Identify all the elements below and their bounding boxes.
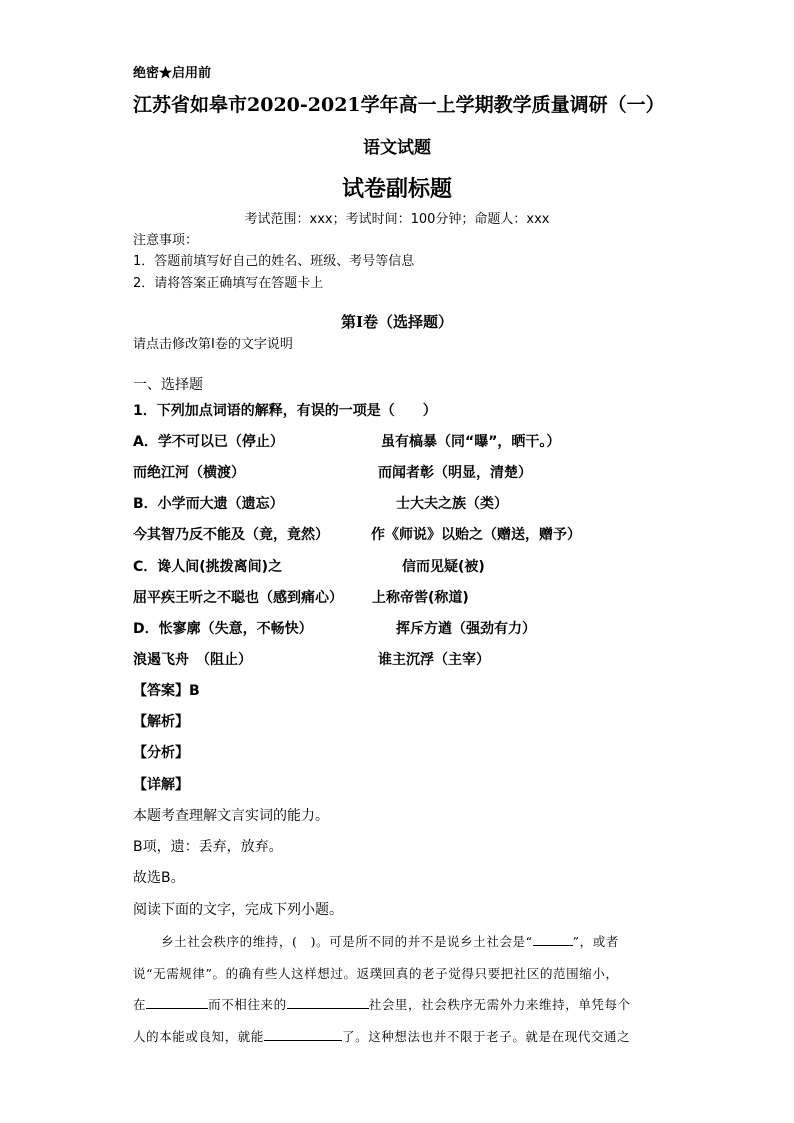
- option-right: 挥斥方遒（强劲有力）: [396, 621, 536, 637]
- notes-item-1: 1．答题前填写好自己的姓名、班级、考号等信息: [133, 254, 415, 269]
- option-right: 谁主沉浮（主宰）: [378, 652, 490, 668]
- detail-text: B项，遗：丢弃，放弃。: [133, 839, 283, 855]
- detail-text: 故选B。: [133, 870, 185, 886]
- part-one-title: 第I卷（选择题）: [340, 313, 454, 331]
- blank-2: [146, 996, 208, 1009]
- passage-text: 而不相往来的: [208, 997, 287, 1012]
- option-left: D．怅寥廓（失意，不畅快）: [133, 621, 313, 637]
- passage-text: ”，或者: [572, 934, 619, 949]
- option-right: 而闻者彰（明显，清楚）: [378, 465, 532, 481]
- passage-text: 了。这种想法也并不限于老子。就是在现代交通之: [342, 1029, 631, 1044]
- exam-title: 江苏省如皋市2020-2021学年高一上学期教学质量调研（一）: [133, 94, 665, 116]
- option-right: 虽有槁暴（同“曝”，晒干。）: [381, 434, 561, 450]
- option-right: 士大夫之族（类）: [396, 496, 508, 512]
- option-left: C．谗人间(挑拨离间)之: [133, 559, 283, 575]
- subject-title: 语文试题: [363, 138, 431, 158]
- answer-label: 【答案】B: [133, 683, 200, 699]
- notes-heading: 注意事项：: [133, 233, 199, 248]
- passage-line: [161, 932, 619, 950]
- detail-label: 【详解】: [133, 777, 189, 793]
- option-right: 上称帝喾(称道): [372, 590, 469, 606]
- passage-line: [133, 1027, 630, 1045]
- passage-text: 在: [133, 997, 147, 1012]
- section-heading: 一、选择题: [133, 377, 203, 393]
- reading-instruction: 阅读下面的文字，完成下列小题。: [133, 902, 343, 918]
- confidential-label: 绝密★启用前: [133, 66, 212, 81]
- option-left: A．学不可以已（停止）: [133, 434, 284, 450]
- detail-text: 本题考查理解文言实词的能力。: [133, 808, 329, 824]
- option-left: 今其智乃反不能及（竟，竟然）: [133, 527, 329, 543]
- passage-text: 乡土社会秩序的维持，( )。可是所不同的并不是说乡土社会是“: [161, 934, 533, 949]
- notes-item-2: 2．请将答案正确填写在答题卡上: [133, 276, 324, 291]
- analysis-label: 【解析】: [133, 714, 189, 730]
- passage-line: 说“无需规律”。的确有些人这样想过。返璞回真的老子觉得只要把社区的范围缩小，: [133, 966, 619, 981]
- passage-line: [133, 995, 631, 1013]
- option-left: 浪遏飞舟 （阻止）: [133, 652, 252, 668]
- passage-text: 社会里，社会秩序无需外力来维持，单凭每个: [368, 997, 631, 1012]
- exam-info: 考试范围：xxx；考试时间：100分钟；命题人：xxx: [244, 212, 550, 227]
- option-left: 屈平疾王听之不聪也（感到痛心）: [133, 590, 343, 606]
- blank-4: [264, 1028, 342, 1041]
- part-one-description: 请点击修改第I卷的文字说明: [133, 337, 293, 352]
- option-right: 信而见疑(被): [402, 559, 485, 575]
- fenxi-label: 【分析】: [133, 745, 189, 761]
- blank-3: [287, 996, 369, 1009]
- question-stem: 1．下列加点词语的解释，有误的一项是（ ）: [133, 403, 437, 419]
- paper-subtitle: 试卷副标题: [341, 176, 452, 202]
- blank-1: [533, 933, 573, 946]
- passage-text: 人的本能或良知，就能: [133, 1029, 265, 1044]
- option-left: B．小学而大遗（遗忘）: [133, 496, 284, 512]
- option-right: 作《师说》以贻之（赠送，赠予）: [371, 527, 581, 543]
- option-left: 而绝江河（横渡）: [133, 465, 245, 481]
